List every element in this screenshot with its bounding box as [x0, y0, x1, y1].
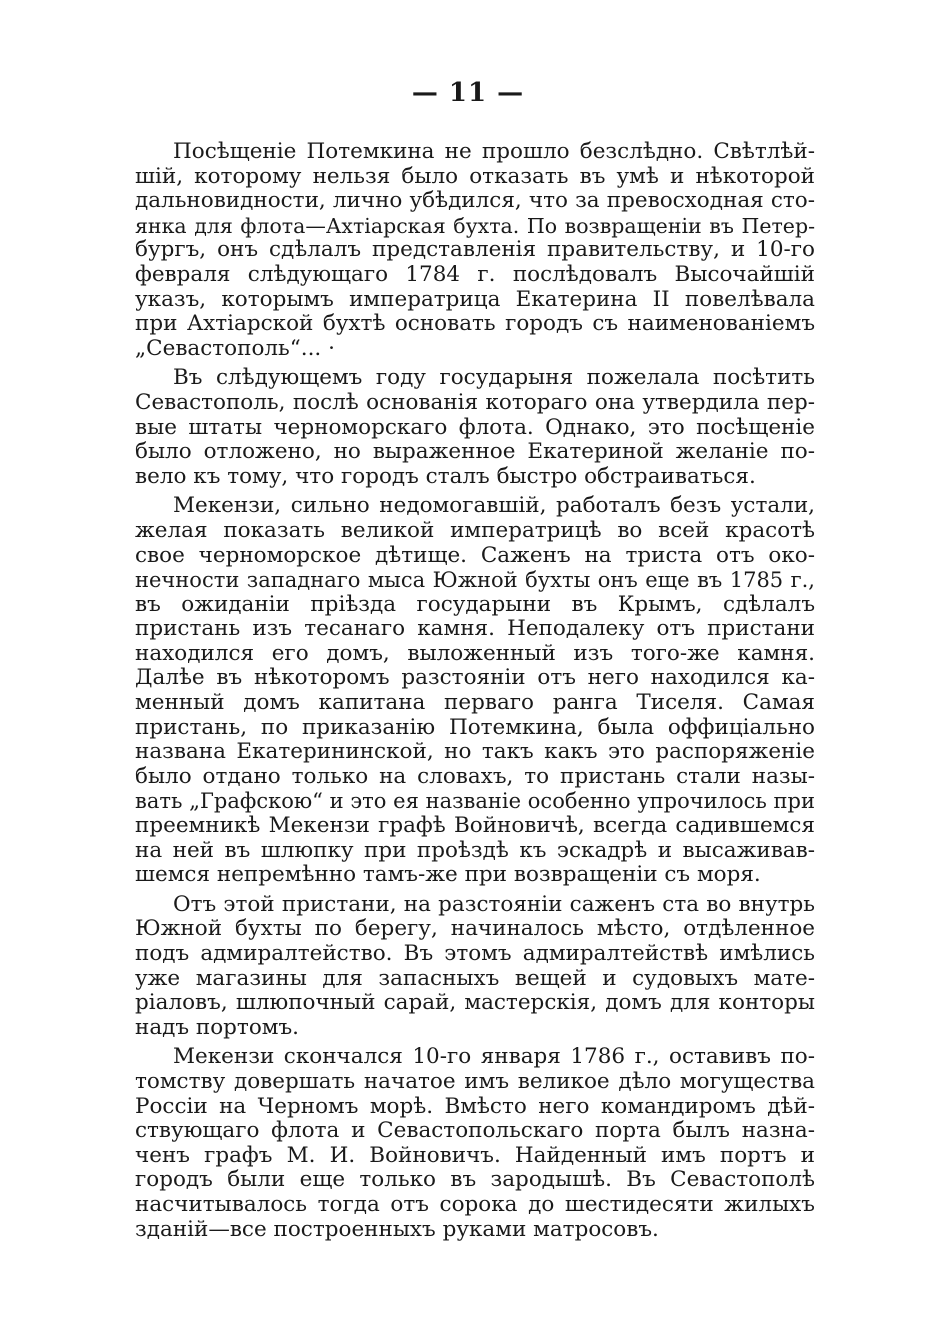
- text-line: уже магазины для запасныхъ вещей и судовыхъ мате-: [135, 966, 815, 991]
- text-line: находился его домъ, выложенный изъ того-же камня.: [135, 641, 815, 666]
- text-line: указъ, которымъ императрица Екатерина II повелѣвала: [135, 287, 815, 312]
- text-line: нечности западнаго мыса Южной бухты онъ еще въ 1785 г.,: [135, 568, 815, 593]
- text-line: февраля слѣдующаго 1784 г. послѣдовалъ Высочайшій: [135, 262, 815, 287]
- text-line: менный домъ капитана перваго ранга Тиселя. Самая: [135, 691, 815, 716]
- text-line: шій, которому нельзя было отказать въ умѣ и нѣкоторой: [135, 164, 815, 189]
- text-line: Далѣе въ нѣкоторомъ разстояніи отъ него находился ка-: [135, 666, 815, 691]
- text-line: на ней въ шлюпку при проѣздѣ къ эскадрѣ и высаживав-: [135, 838, 815, 863]
- text-line: Южной бухты по берегу, начиналось мѣсто, отдѣленное: [135, 917, 815, 942]
- text-line: бургъ, онъ сдѣлалъ представленія правительству, и 10-го: [135, 238, 815, 263]
- text-line: Мекензи, сильно недомогавшій, работалъ безъ устали,: [173, 494, 815, 519]
- text-line: было отложено, но выраженное Екатериной желаніе по-: [135, 440, 815, 465]
- text-line: городъ были еще только въ зародышѣ. Въ Севастополѣ: [135, 1168, 815, 1193]
- paragraph: [135, 1045, 815, 1242]
- text-line: названа Екатерининской, но такъ какъ это распоряженіе: [135, 740, 815, 765]
- text-line: Россіи на Черномъ морѣ. Вмѣсто него командиромъ дѣй-: [135, 1094, 815, 1119]
- text-line: томству довершать начатое имъ великое дѣло могущества: [135, 1069, 815, 1094]
- body-text: [135, 140, 815, 1242]
- text-line: желая показать великой императрицѣ во всей красотѣ: [135, 518, 815, 543]
- text-line: свое черноморское дѣтище. Саженъ на триста отъ око-: [135, 543, 815, 568]
- text-line: подъ адмиралтейство. Въ этомъ адмиралтействѣ имѣлись: [135, 942, 815, 966]
- text-line: ріаловъ, шлюпочный сарай, мастерскія, домъ для конторы: [135, 991, 815, 1016]
- text-line: при Ахтіарской бухтѣ основать городъ съ наименованіемъ: [135, 312, 815, 337]
- text-line: вые штаты черноморскаго флота. Однако, это посѣщеніе: [135, 415, 815, 440]
- text-line: преемникѣ Мекензи графѣ Войновичѣ, всегда садившемся: [135, 814, 815, 839]
- text-line: надъ портомъ.: [135, 1015, 300, 1040]
- text-line: Отъ этой пристани, на разстояніи саженъ ста во внутрь: [173, 892, 815, 917]
- text-line: „Севастополь“... ·: [135, 336, 335, 361]
- paragraph: [135, 494, 815, 888]
- paragraph: [135, 366, 815, 489]
- text-line: Мекензи скончался 10-го января 1786 г., оставивъ по-: [173, 1045, 815, 1070]
- text-line: Севастополь, послѣ основанія котораго она утвердила пер-: [135, 390, 815, 415]
- paragraph: [135, 140, 815, 361]
- text-line: янка для флота—Ахтіарская бухта. По возвращеніи въ Петер-: [135, 213, 815, 238]
- text-line: насчитывалось тогда отъ сорока до шестидесяти жилыхъ: [135, 1192, 815, 1217]
- text-line: ствующаго флота и Севастопольскаго порта былъ назна-: [135, 1119, 815, 1144]
- text-line: ченъ графъ М. И. Войновичъ. Найденный имъ портъ и: [135, 1143, 815, 1168]
- text-line: вать „Графскою“ и это ея названіе особенно упрочилось при: [135, 789, 815, 814]
- text-line: вело къ тому, что городъ сталъ быстро обстраиваться.: [135, 464, 756, 489]
- text-line: дальновидности, лично убѣдился, что за превосходная сто-: [135, 189, 815, 214]
- text-line: шемся непремѣнно тамъ-же при возвращеніи съ моря.: [135, 863, 761, 888]
- text-line: въ ожиданіи пріѣзда государыни въ Крымъ, сдѣлалъ: [135, 592, 815, 617]
- page-number: — 11 —: [411, 78, 525, 108]
- text-line: Посѣщеніе Потемкина не прошло безслѣдно. Свѣтлѣй-: [173, 140, 815, 164]
- text-line: было отдано только на словахъ, то пристань стали назы-: [135, 764, 815, 789]
- text-line: зданій—все построенныхъ руками матросовъ.: [135, 1217, 659, 1242]
- text-line: пристань, по приказанію Потемкина, была оффиціально: [135, 715, 815, 740]
- paragraph: [135, 893, 815, 1041]
- text-line: пристань изъ тесанаго камня. Неподалеку отъ пристани: [135, 617, 815, 642]
- text-line: Въ слѣдующемъ году государыня пожелала посѣтить: [173, 366, 815, 391]
